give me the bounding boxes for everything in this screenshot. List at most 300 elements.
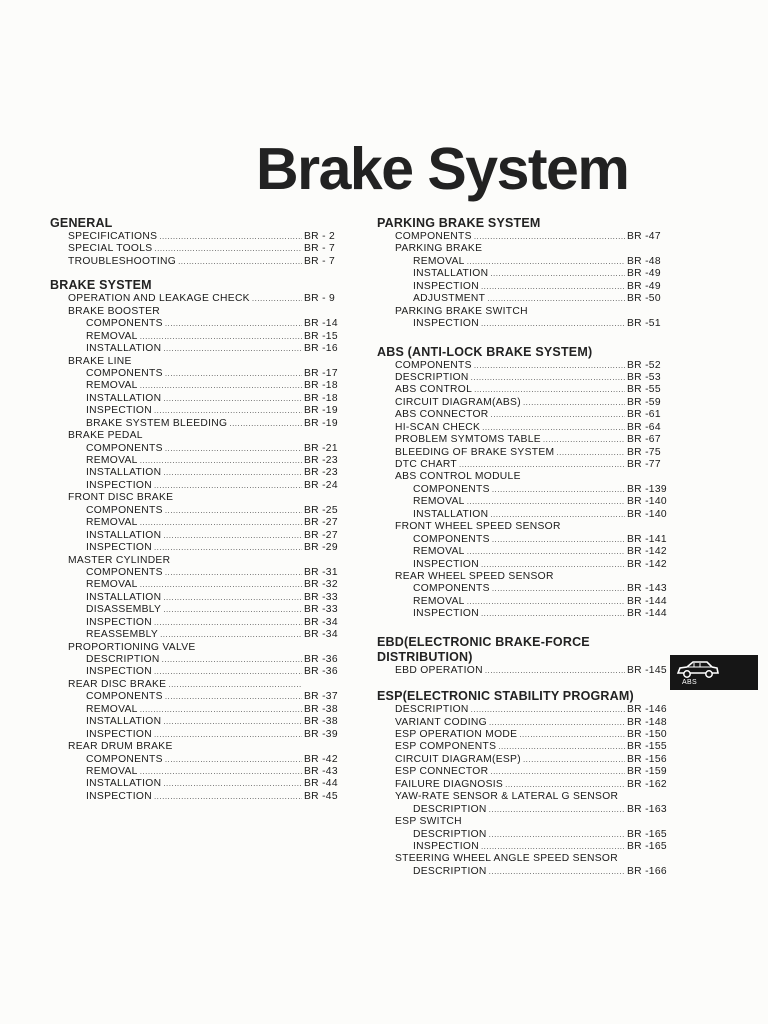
entry-page-ref: BR -166 [627, 865, 667, 877]
toc-entry[interactable] [377, 484, 669, 496]
entry-title: REMOVAL [413, 546, 465, 558]
entry-title: BLEEDING OF BRAKE SYSTEM [395, 446, 555, 458]
dot-leader [163, 604, 302, 616]
dot-leader [229, 418, 302, 430]
entry-page-ref: BR -75 [627, 446, 661, 458]
toc-entry[interactable] [377, 829, 669, 841]
dot-leader [487, 293, 625, 305]
entry-page-ref: BR -61 [627, 409, 661, 421]
dot-leader [556, 447, 625, 459]
toc-entry[interactable] [50, 368, 340, 380]
toc-entry[interactable] [50, 766, 340, 778]
entry-page-ref: BR -64 [627, 421, 661, 433]
entry-page-ref: BR -29 [304, 542, 338, 554]
dot-leader [474, 360, 625, 372]
entry-page-ref: BR - 7 [304, 243, 335, 255]
toc-entry[interactable] [50, 480, 340, 492]
entry-page-ref: BR -140 [627, 496, 667, 508]
dot-leader [163, 393, 302, 405]
dot-leader [489, 866, 625, 878]
dot-leader [163, 592, 302, 604]
toc-entry[interactable] [50, 679, 340, 691]
toc-entry[interactable] [50, 579, 340, 591]
entry-title: DESCRIPTION [86, 654, 160, 665]
toc-section [377, 689, 669, 878]
entry-title: INSTALLATION [86, 529, 162, 541]
entry-title: DISASSEMBLY [86, 604, 162, 616]
toc-entry[interactable] [50, 256, 340, 268]
toc-entry[interactable] [50, 517, 340, 529]
dot-leader [523, 754, 625, 766]
toc-entry[interactable] [50, 716, 340, 728]
entry-page-ref: BR -155 [627, 741, 667, 753]
entry-title: ESP OPERATION MODE [395, 729, 518, 740]
toc-entry[interactable] [50, 691, 340, 703]
toc-entry[interactable] [50, 505, 340, 517]
section-heading: BRAKE SYSTEM [50, 278, 152, 293]
entry-title: VARIANT CODING [395, 716, 487, 728]
entry-title: REMOVAL [413, 496, 465, 508]
entry-title: HI-SCAN CHECK [395, 421, 481, 433]
dot-leader [140, 766, 302, 778]
entry-title: ESP SWITCH [395, 816, 462, 828]
entry-page-ref: BR -165 [627, 840, 667, 852]
dot-leader [165, 368, 302, 380]
entry-title: INSPECTION [413, 318, 479, 330]
toc-entry[interactable] [50, 405, 340, 417]
entry-title: PARKING BRAKE [395, 243, 483, 255]
entry-page-ref: BR -53 [627, 371, 661, 383]
section-heading: ESP(ELECTRONIC STABILITY PROGRAM) [377, 689, 634, 704]
dot-leader [481, 318, 625, 330]
entry-title: INSTALLATION [413, 268, 489, 280]
dot-leader [168, 679, 302, 691]
dot-leader [489, 829, 625, 841]
tab-label: ABS [682, 679, 697, 686]
dot-leader [163, 778, 302, 790]
toc-entry[interactable] [50, 617, 340, 629]
dot-leader [165, 567, 302, 579]
dot-leader [481, 608, 625, 620]
toc-entry[interactable] [50, 306, 340, 318]
toc-entry[interactable] [50, 243, 340, 255]
dot-leader [492, 534, 625, 546]
toc-entry[interactable] [377, 804, 669, 816]
entry-title: ABS CONTROL MODULE [395, 471, 521, 483]
entry-page-ref: BR -14 [304, 318, 338, 330]
entry-title: INSPECTION [413, 608, 479, 620]
toc-entry[interactable] [377, 766, 669, 778]
dot-leader [498, 741, 625, 753]
toc-entry[interactable] [377, 717, 669, 729]
entry-page-ref: BR -59 [627, 396, 661, 408]
toc-right-column [377, 216, 669, 878]
toc-section [377, 345, 669, 621]
toc-entry[interactable] [50, 418, 340, 430]
toc-entry[interactable] [377, 791, 669, 803]
dot-leader [474, 384, 625, 396]
entry-title: REAR DISC BRAKE [68, 678, 167, 690]
toc-entry[interactable] [377, 779, 669, 791]
dot-leader [490, 766, 625, 778]
toc-entry[interactable] [50, 704, 340, 716]
dot-leader [163, 343, 302, 355]
dot-leader [523, 397, 625, 409]
dot-leader [165, 505, 302, 517]
entry-page-ref: BR -77 [627, 459, 661, 470]
section-tab-abs[interactable] [670, 655, 758, 690]
entry-page-ref: BR - 7 [304, 255, 335, 267]
entry-page-ref: BR -39 [304, 728, 338, 740]
entry-page-ref: BR -19 [304, 405, 338, 417]
dot-leader [481, 281, 625, 293]
entry-title: PROPORTIONING VALVE [68, 641, 196, 653]
toc-entry[interactable] [377, 521, 669, 533]
toc-entry[interactable] [50, 654, 340, 666]
toc-entry[interactable] [377, 384, 669, 396]
entry-page-ref: BR -21 [304, 442, 338, 454]
entry-page-ref: BR -31 [304, 566, 338, 578]
toc-entry[interactable] [377, 496, 669, 508]
entry-title: INSPECTION [413, 558, 479, 570]
section-heading: EBD(ELECTRONIC BRAKE-FORCE DISTRIBUTION) [377, 634, 590, 664]
entry-page-ref: BR -25 [304, 504, 338, 516]
entry-title: COMPONENTS [86, 442, 163, 454]
dot-leader [159, 231, 302, 243]
entry-page-ref: BR -148 [627, 716, 667, 728]
entry-page-ref: BR -45 [304, 790, 338, 802]
entry-title: REASSEMBLY [86, 629, 159, 641]
entry-page-ref: BR -143 [627, 583, 667, 595]
entry-title: COMPONENTS [413, 583, 490, 595]
entry-page-ref: BR -159 [627, 766, 667, 778]
entry-title: ESP COMPONENTS [395, 741, 497, 753]
dot-leader [471, 704, 625, 716]
entry-title: EBD OPERATION [395, 664, 483, 676]
toc-entry[interactable] [50, 778, 340, 790]
entry-page-ref: BR -36 [304, 666, 338, 678]
dot-leader [165, 443, 302, 455]
toc-entry[interactable] [377, 509, 669, 521]
entry-page-ref: BR -34 [304, 616, 338, 628]
toc-entry[interactable] [377, 318, 669, 330]
entry-title: INSPECTION [413, 840, 479, 852]
dot-leader [490, 268, 625, 280]
entry-title: REAR DRUM BRAKE [68, 741, 173, 753]
entry-title: BRAKE SYSTEM BLEEDING [86, 417, 228, 429]
dot-leader [154, 542, 302, 554]
entry-title: REAR WHEEL SPEED SENSOR [395, 570, 554, 582]
toc-entry[interactable] [50, 666, 340, 678]
toc-entry[interactable] [50, 555, 340, 567]
dot-leader [154, 791, 302, 803]
section-heading: GENERAL [50, 216, 113, 230]
toc-entry[interactable] [377, 816, 669, 828]
entry-title: COMPONENTS [413, 533, 490, 545]
dot-leader [505, 779, 625, 791]
entry-page-ref: BR -163 [627, 803, 667, 815]
entry-page-ref: BR -146 [627, 704, 667, 716]
entry-page-ref: BR -27 [304, 517, 338, 529]
entry-title: DESCRIPTION [413, 803, 487, 815]
entry-title: PROBLEM SYMTOMS TABLE [395, 434, 541, 446]
entry-title: PARKING BRAKE SWITCH [395, 305, 528, 317]
toc-entry[interactable] [377, 459, 669, 471]
entry-page-ref: BR -18 [304, 392, 338, 404]
entry-title: INSPECTION [86, 542, 152, 554]
toc-entry[interactable] [50, 343, 340, 355]
dot-leader [490, 509, 625, 521]
toc-entry[interactable] [377, 397, 669, 409]
entry-title: COMPONENTS [395, 359, 472, 371]
toc-entry[interactable] [50, 443, 340, 455]
entry-page-ref: BR -49 [627, 268, 661, 280]
entry-page-ref: BR -144 [627, 608, 667, 620]
entry-title: COMPONENTS [86, 504, 163, 516]
toc-entry[interactable] [50, 293, 340, 305]
entry-page-ref: BR -50 [627, 293, 661, 305]
toc-entry[interactable] [377, 422, 669, 434]
entry-title: INSTALLATION [86, 591, 162, 603]
entry-title: INSPECTION [86, 666, 152, 678]
entry-page-ref: BR -52 [627, 359, 661, 371]
toc-entry[interactable] [377, 231, 669, 243]
section-heading: PARKING BRAKE SYSTEM [377, 216, 541, 230]
toc-entry[interactable] [50, 430, 340, 442]
toc-entry[interactable] [50, 380, 340, 392]
toc-entry[interactable] [50, 754, 340, 766]
dot-leader [474, 231, 625, 243]
entry-title: INSTALLATION [86, 716, 162, 728]
dot-leader [154, 666, 302, 678]
entry-title: REMOVAL [86, 330, 138, 342]
entry-title: CIRCUIT DIAGRAM(ESP) [395, 753, 521, 765]
dot-leader [154, 480, 302, 492]
toc-entry[interactable] [50, 455, 340, 467]
entry-page-ref: BR -48 [627, 255, 661, 267]
toc-section [50, 278, 340, 803]
toc-entry[interactable] [377, 853, 669, 865]
toc-entry[interactable] [377, 665, 669, 677]
toc-entry[interactable] [50, 567, 340, 579]
entry-title: SPECIAL TOOLS [68, 243, 153, 255]
toc-entry[interactable] [50, 791, 340, 803]
toc-entry[interactable] [377, 360, 669, 372]
toc-entry[interactable] [377, 243, 669, 255]
entry-title: DESCRIPTION [395, 371, 469, 383]
entry-page-ref: BR -144 [627, 595, 667, 607]
toc-entry[interactable] [377, 256, 669, 268]
entry-title: INSTALLATION [86, 778, 162, 790]
entry-page-ref: BR -139 [627, 483, 667, 495]
entry-title: COMPONENTS [86, 691, 163, 703]
toc-entry[interactable] [50, 356, 340, 368]
toc-entry[interactable] [50, 542, 340, 554]
dot-leader [492, 484, 625, 496]
entry-page-ref: BR - 2 [304, 231, 335, 242]
entry-page-ref: BR -55 [627, 384, 661, 396]
entry-page-ref: BR -27 [304, 529, 338, 541]
toc-entry[interactable] [377, 409, 669, 421]
toc-entry[interactable] [377, 293, 669, 305]
toc-entry[interactable] [377, 729, 669, 741]
entry-page-ref: BR -18 [304, 380, 338, 392]
toc-entry[interactable] [377, 372, 669, 384]
toc-entry[interactable] [377, 546, 669, 558]
entry-page-ref: BR -38 [304, 703, 338, 715]
entry-title: INSPECTION [86, 405, 152, 417]
entry-page-ref: BR -150 [627, 729, 667, 740]
toc-entry[interactable] [377, 281, 669, 293]
entry-page-ref: BR -51 [627, 318, 661, 330]
dot-leader [482, 422, 625, 434]
toc-entry[interactable] [50, 467, 340, 479]
dot-leader [178, 256, 302, 268]
dot-leader [154, 729, 302, 741]
entry-title: COMPONENTS [86, 753, 163, 765]
dot-leader [485, 665, 625, 677]
entry-title: ESP CONNECTOR [395, 766, 489, 778]
toc-entry[interactable] [377, 866, 669, 878]
entry-title: BRAKE LINE [68, 355, 132, 367]
toc-entry[interactable] [50, 393, 340, 405]
dot-leader [491, 409, 625, 421]
toc-entry[interactable] [50, 231, 340, 243]
toc-entry[interactable] [377, 268, 669, 280]
entry-page-ref: BR -47 [627, 231, 661, 242]
entry-title: DESCRIPTION [413, 828, 487, 840]
toc-entry[interactable] [50, 492, 340, 504]
dot-leader [154, 405, 302, 417]
dot-leader [489, 717, 625, 729]
toc-section [50, 216, 340, 268]
entry-title: MASTER CYLINDER [68, 554, 171, 566]
toc-entry[interactable] [50, 331, 340, 343]
entry-title: INSPECTION [86, 616, 152, 628]
entry-page-ref: BR -23 [304, 455, 338, 466]
dot-leader [252, 293, 302, 305]
dot-leader [140, 517, 302, 529]
toc-entry[interactable] [50, 629, 340, 641]
entry-page-ref: BR -15 [304, 330, 338, 342]
toc-entry[interactable] [377, 583, 669, 595]
entry-title: TROUBLESHOOTING [68, 255, 177, 267]
entry-title: REMOVAL [86, 380, 138, 392]
entry-page-ref: BR -140 [627, 508, 667, 520]
toc-entry[interactable] [377, 841, 669, 853]
entry-title: COMPONENTS [86, 318, 163, 330]
toc-entry[interactable] [50, 604, 340, 616]
entry-page-ref: BR -141 [627, 533, 667, 545]
entry-title: ADJUSTMENT [413, 293, 486, 305]
toc-entry[interactable] [50, 741, 340, 753]
dot-leader [489, 804, 625, 816]
entry-title: OPERATION AND LEAKAGE CHECK [68, 293, 250, 305]
dot-leader [481, 841, 625, 853]
toc-entry[interactable] [50, 642, 340, 654]
dot-leader [165, 754, 302, 766]
toc-entry[interactable] [50, 592, 340, 604]
entry-title: COMPONENTS [86, 367, 163, 379]
toc-entry[interactable] [377, 704, 669, 716]
dot-leader [154, 243, 302, 255]
entry-title: FRONT WHEEL SPEED SENSOR [395, 521, 561, 533]
toc-entry[interactable] [377, 306, 669, 318]
entry-page-ref: BR -34 [304, 629, 338, 641]
toc-entry[interactable] [50, 530, 340, 542]
entry-page-ref: BR -42 [304, 753, 338, 765]
entry-title: INSTALLATION [86, 392, 162, 404]
toc-left-column [50, 216, 340, 803]
toc-entry[interactable] [377, 434, 669, 446]
dot-leader [492, 583, 625, 595]
dot-leader [481, 559, 625, 571]
entry-title: DTC CHART [395, 459, 458, 470]
toc-entry[interactable] [377, 741, 669, 753]
dot-leader [519, 729, 625, 741]
dot-leader [160, 629, 302, 641]
toc-entry[interactable] [377, 571, 669, 583]
toc-entry[interactable] [377, 471, 669, 483]
dot-leader [165, 691, 302, 703]
entry-title: REMOVAL [86, 579, 138, 591]
dot-leader [163, 716, 302, 728]
entry-page-ref: BR -38 [304, 716, 338, 728]
entry-title: BRAKE BOOSTER [68, 305, 161, 317]
toc-entry[interactable] [377, 534, 669, 546]
entry-page-ref: BR -145 [627, 664, 667, 676]
entry-page-ref: BR -33 [304, 604, 338, 616]
entry-title: ABS CONTROL [395, 384, 473, 396]
entry-page-ref: BR -44 [304, 778, 338, 790]
toc-section [377, 216, 669, 331]
dot-leader [163, 467, 302, 479]
entry-title: REMOVAL [86, 703, 138, 715]
toc-entry[interactable] [377, 596, 669, 608]
entry-title: REMOVAL [413, 255, 465, 267]
toc-entry[interactable] [377, 447, 669, 459]
entry-page-ref: BR -37 [304, 691, 338, 703]
entry-title: INSTALLATION [86, 467, 162, 479]
dot-leader [140, 380, 302, 392]
entry-title: INSPECTION [86, 790, 152, 802]
toc-entry[interactable] [377, 754, 669, 766]
entry-title: INSPECTION [86, 479, 152, 491]
entry-title: FRONT DISC BRAKE [68, 492, 174, 504]
entry-page-ref: BR -162 [627, 778, 667, 790]
entry-title: INSTALLATION [413, 508, 489, 520]
toc-entry[interactable] [377, 559, 669, 571]
toc-entry[interactable] [377, 608, 669, 620]
entry-page-ref: BR -32 [304, 579, 338, 591]
section-heading: ABS (ANTI-LOCK BRAKE SYSTEM) [377, 344, 593, 359]
entry-title: INSPECTION [86, 728, 152, 740]
toc-entry[interactable] [50, 729, 340, 741]
entry-page-ref: BR -142 [627, 558, 667, 570]
dot-leader [163, 530, 302, 542]
dot-leader [543, 434, 625, 446]
car-icon [674, 658, 722, 680]
entry-title: REMOVAL [413, 595, 465, 607]
entry-title: INSTALLATION [86, 343, 162, 355]
entry-title: REMOVAL [86, 765, 138, 777]
dot-leader [140, 704, 302, 716]
dot-leader [467, 496, 625, 508]
toc-entry[interactable] [50, 318, 340, 330]
entry-page-ref: BR -17 [304, 367, 338, 379]
entry-title: CIRCUIT DIAGRAM(ABS) [395, 396, 521, 408]
dot-leader [162, 654, 302, 666]
